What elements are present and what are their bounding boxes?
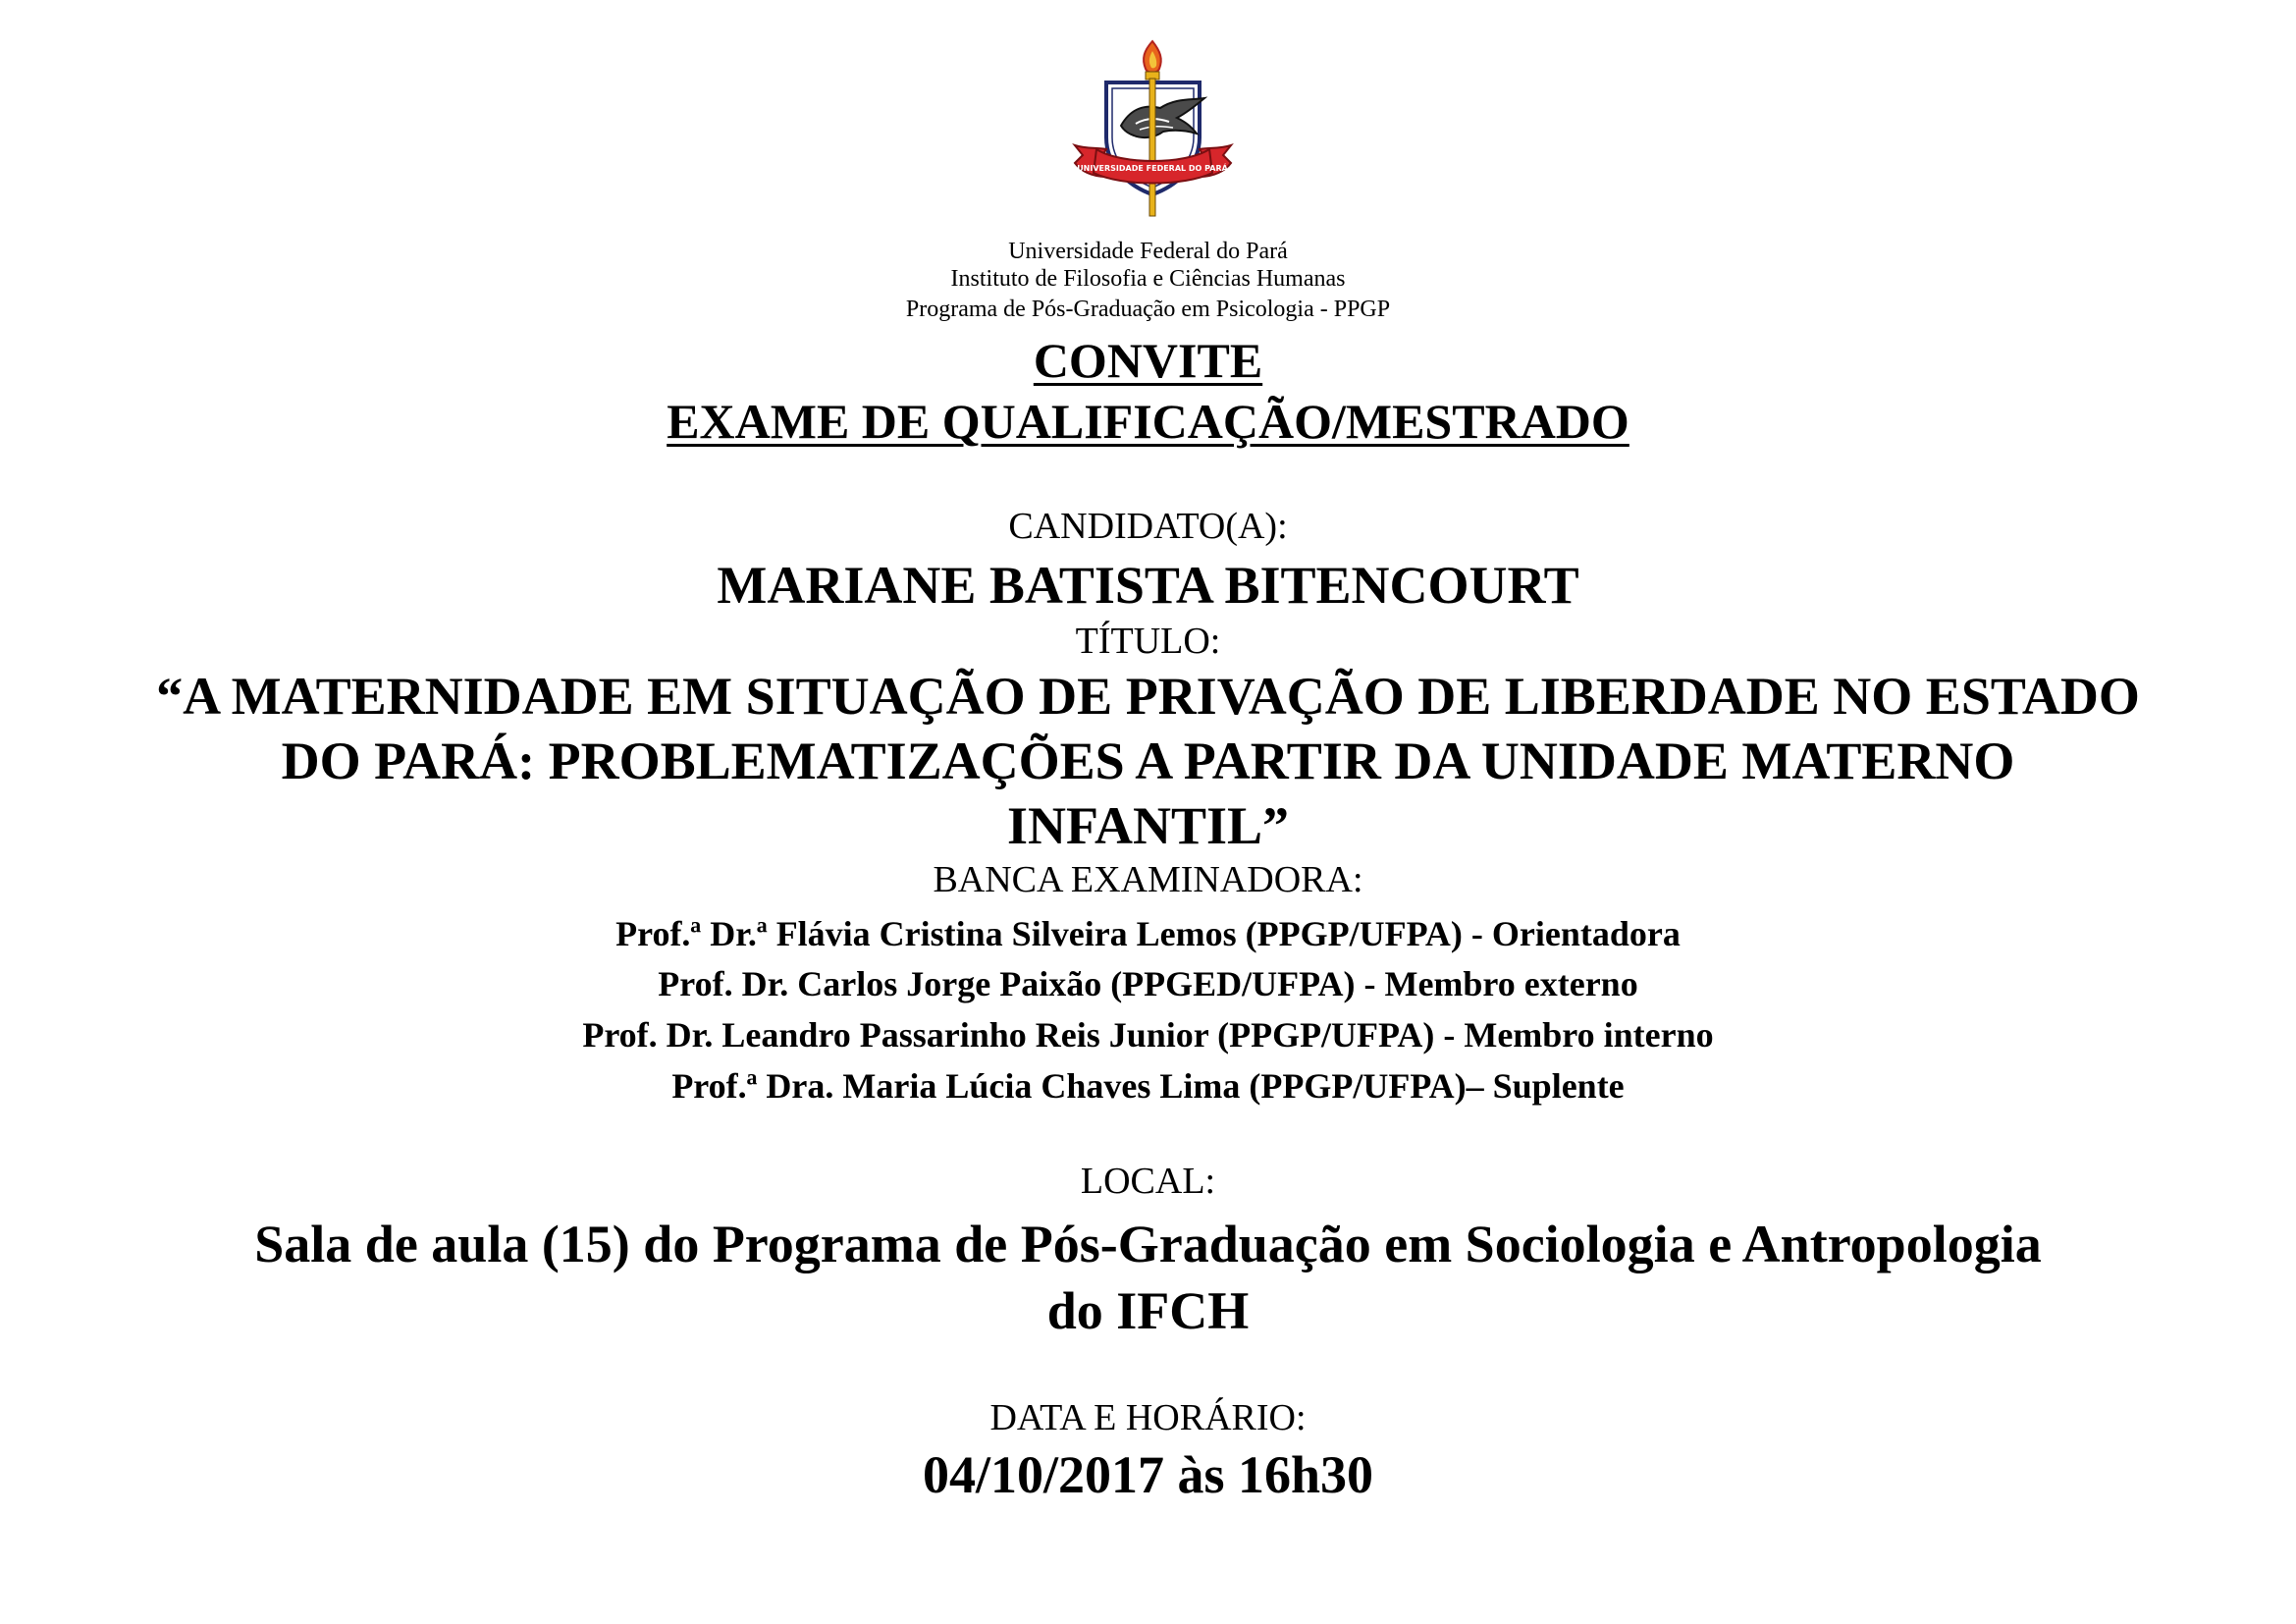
schedule-value: 04/10/2017 às 16h30 [922,1445,1374,1504]
committee-member: Prof.ª Dra. Maria Lúcia Chaves Lima (PPGP/UFPA)– Suplente [671,1066,1625,1106]
invite-title: CONVITE [1033,333,1263,388]
location-line-2: do IFCH [1046,1281,1250,1340]
committee-member: Prof. Dr. Leandro Passarinho Reis Junior (PPGP/UFPA) - Membro interno [582,1015,1714,1055]
committee-member: Prof.ª Dr.ª Flávia Cristina Silveira Lemos (PPGP/UFPA) - Orientadora [615,914,1681,953]
candidate-label: CANDIDATO(A): [1008,506,1288,547]
thesis-label: TÍTULO: [1075,621,1221,662]
university-name: Universidade Federal do Pará [1008,239,1288,264]
invite-subtitle: EXAME DE QUALIFICAÇÃO/MESTRADO [667,394,1629,449]
location-line-1: Sala de aula (15) do Programa de Pós-Graduação em Sociologia e Antropologia [254,1215,2042,1273]
committee-member: Prof. Dr. Carlos Jorge Paixão (PPGED/UFPA) - Membro externo [658,964,1638,1003]
program-name: Programa de Pós-Graduação em Psicologia - PPGP [905,297,1391,322]
ufpa-seal-logo [1067,39,1239,218]
location-label: LOCAL: [1080,1161,1216,1202]
institute-name: Instituto de Filosofia e Ciências Humanas [950,266,1346,292]
thesis-title-line-1: “A MATERNIDADE EM SITUAÇÃO DE PRIVAÇÃO DE LIBERDADE NO ESTADO [156,667,2140,726]
committee-label: BANCA EXAMINADORA: [933,859,1363,900]
candidate-name: MARIANE BATISTA BITENCOURT [717,556,1579,615]
thesis-title-line-2: DO PARÁ: PROBLEMATIZAÇÕES A PARTIR DA UNIDADE MATERNO [281,731,2015,790]
seal-ribbon-text: UNIVERSIDADE FEDERAL DO PARÁ [1077,164,1228,173]
thesis-title-line-3: INFANTIL” [1006,796,1290,855]
schedule-label: DATA E HORÁRIO: [989,1397,1307,1438]
